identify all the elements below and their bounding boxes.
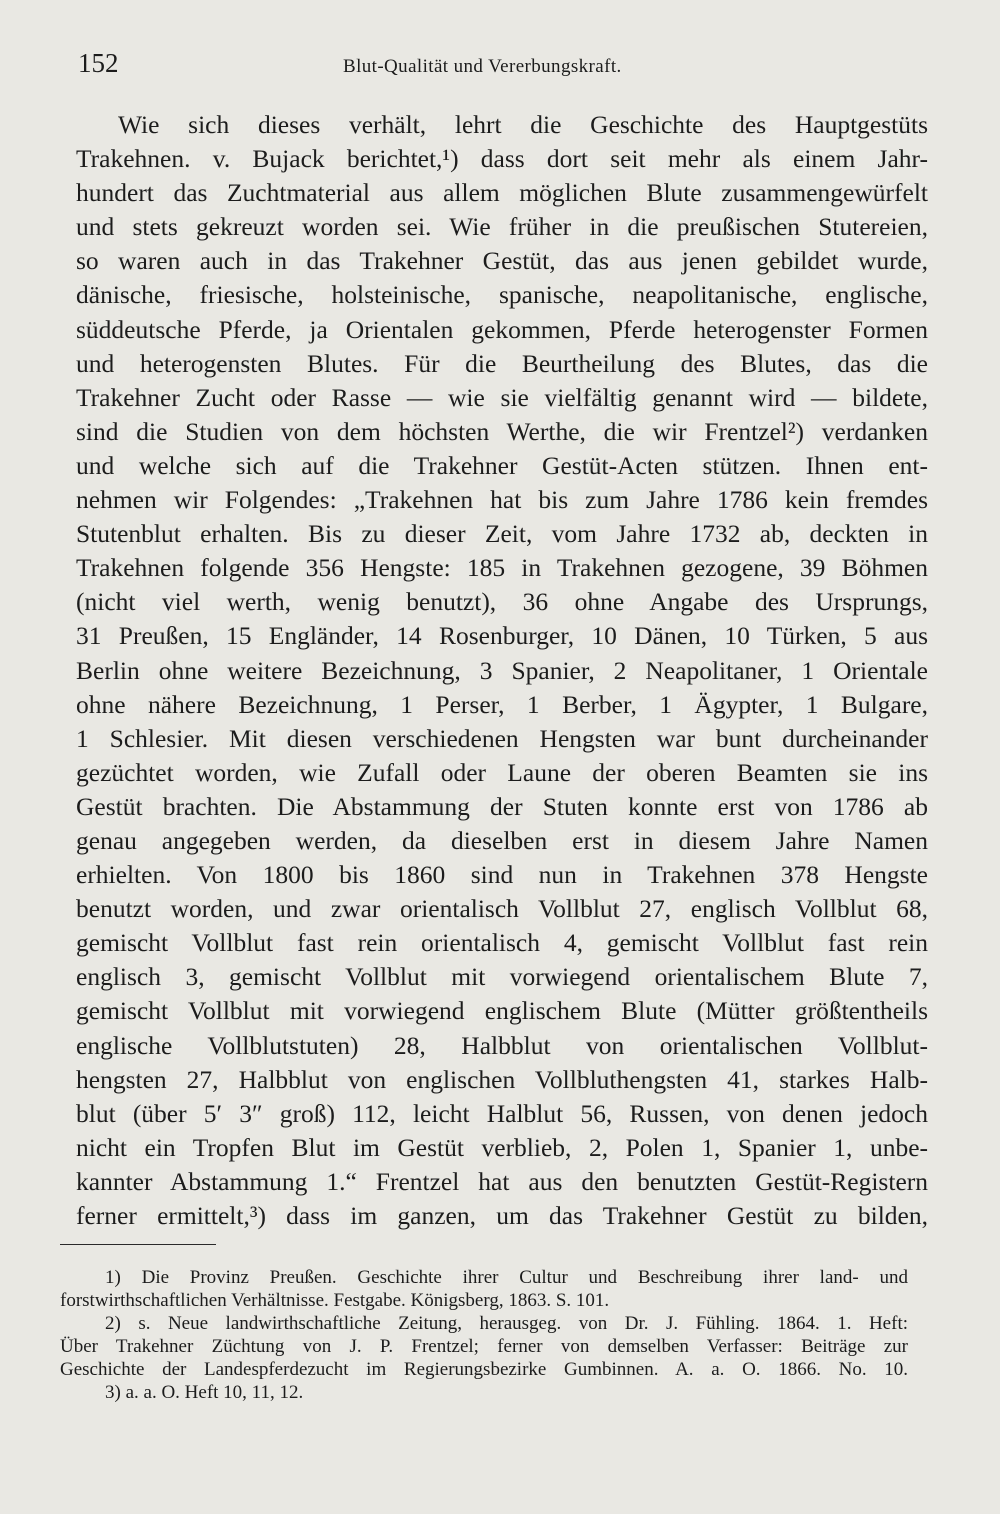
footnote-separator — [60, 1244, 216, 1245]
text-line: hengsten 27, Halbblut von englischen Vollbluthengsten 41, starkes Halb- — [76, 1064, 928, 1094]
page-header — [78, 48, 928, 84]
text-line: nicht ein Tropfen Blut im Gestüt verblieb, 2, Polen 1, Spanier 1, unbe- — [76, 1132, 928, 1162]
text-line: nehmen wir Folgendes: „Trakehnen hat bis zum Jahre 1786 kein fremdes — [76, 485, 928, 515]
text-line: und heterogensten Blutes. Für die Beurtheilung des Blutes, das die — [76, 348, 928, 378]
running-title: Blut-Qualität und Vererbungskraft. — [343, 56, 622, 77]
text-line: und welche sich auf die Trakehner Gestüt-Acten stützen. Ihnen ent- — [76, 450, 928, 480]
text-line: ferner ermittelt,³) dass im ganzen, um das Trakehner Gestüt zu bilden, — [76, 1201, 928, 1230]
text-line: Trakehnen folgende 356 Hengste: 185 in Trakehnen gezogene, 39 Böhmen — [76, 553, 928, 583]
text-line: dänische, friesische, holsteinische, spanische, neapolitanische, englische, — [76, 280, 928, 310]
text-line: englisch 3, gemischt Vollblut mit vorwiegend orientalischem Blute 7, — [76, 962, 928, 992]
text-line: Trakehner Zucht oder Rasse — wie sie vielfältig genannt wird — bildete, — [76, 382, 928, 412]
footnote-line: forstwirthschaftlichen Verhältnisse. Festgabe. Königsberg, 1863. S. 101. — [60, 1290, 610, 1311]
text-line: süddeutsche Pferde, ja Orientalen gekommen, Pferde heterogenster Formen — [76, 314, 928, 344]
text-line: sind die Studien von dem höchsten Werthe, die wir Frentzel²) verdanken — [76, 416, 928, 446]
text-line: (nicht viel werth, wenig benutzt), 36 ohne Angabe des Ursprungs, — [76, 587, 928, 617]
text-line: und stets gekreuzt worden sei. Wie früher in die preußischen Stutereien, — [76, 212, 928, 242]
text-line: genau angegeben werden, da dieselben erst in diesem Jahre Namen — [76, 825, 928, 855]
text-line: ohne nähere Bezeichnung, 1 Perser, 1 Berber, 1 Ägypter, 1 Bulgare, — [76, 689, 928, 719]
footnote-line: Geschichte der Landespferdezucht im Regierungsbezirke Gumbinnen. A. a. O. 1866. No. 10. — [60, 1359, 908, 1380]
text-line: gemischt Vollblut fast rein orientalisch 4, gemischt Vollblut fast rein — [76, 928, 928, 958]
text-line: Stutenblut erhalten. Bis zu dieser Zeit, vom Jahre 1732 ab, deckten in — [76, 519, 928, 549]
text-line: Gestüt brachten. Die Abstammung der Stuten konnte erst von 1786 ab — [76, 791, 928, 821]
text-line: 31 Preußen, 15 Engländer, 14 Rosenburger, 10 Dänen, 10 Türken, 5 aus — [76, 621, 928, 651]
text-line: Trakehnen. v. Bujack berichtet,¹) dass dort seit mehr als einem Jahr- — [76, 144, 928, 174]
text-line: so waren auch in das Trakehner Gestüt, das aus jenen gebildet wurde, — [76, 246, 928, 276]
footnote-line: 3) a. a. O. Heft 10, 11, 12. — [105, 1382, 304, 1403]
text-line: benutzt worden, und zwar orientalisch Vollblut 27, englisch Vollblut 68, — [76, 894, 928, 924]
text-line: englische Vollblutstuten) 28, Halbblut von orientalischen Vollblut- — [76, 1030, 928, 1060]
text-line: 1 Schlesier. Mit diesen verschiedenen Hengsten war bunt durcheinander — [76, 723, 928, 753]
page-number: 152 — [78, 48, 119, 78]
text-line: gemischt Vollblut mit vorwiegend englischem Blute (Mütter größtentheils — [76, 996, 928, 1026]
text-line: blut (über 5′ 3″ groß) 112, leicht Halblut 56, Russen, von denen jedoch — [76, 1098, 928, 1128]
footnote-line: 2) s. Neue landwirthschaftliche Zeitung, herausgeg. von Dr. J. Fühling. 1864. 1. Heft: — [105, 1313, 908, 1334]
footnotes — [60, 1266, 908, 1404]
body-text — [76, 108, 928, 1233]
text-line: kannter Abstammung 1.“ Frentzel hat aus den benutzten Gestüt-Registern — [76, 1166, 928, 1196]
text-line: hundert das Zuchtmaterial aus allem möglichen Blute zusammengewürfelt — [76, 178, 928, 208]
text-line: Wie sich dieses verhält, lehrt die Geschichte des Hauptgestüts — [118, 110, 928, 139]
text-line: Berlin ohne weitere Bezeichnung, 3 Spanier, 2 Neapolitaner, 1 Orientale — [76, 655, 928, 685]
text-line: gezüchtet worden, wie Zufall oder Laune der oberen Beamten sie ins — [76, 757, 928, 787]
footnote-line: 1) Die Provinz Preußen. Geschichte ihrer Cultur und Beschreibung ihrer land- und — [105, 1267, 908, 1288]
text-line: erhielten. Von 1800 bis 1860 sind nun in Trakehnen 378 Hengste — [76, 860, 928, 890]
footnote-line: Über Trakehner Züchtung von J. P. Frentzel; ferner von demselben Verfasser: Beiträge zur — [60, 1336, 908, 1357]
